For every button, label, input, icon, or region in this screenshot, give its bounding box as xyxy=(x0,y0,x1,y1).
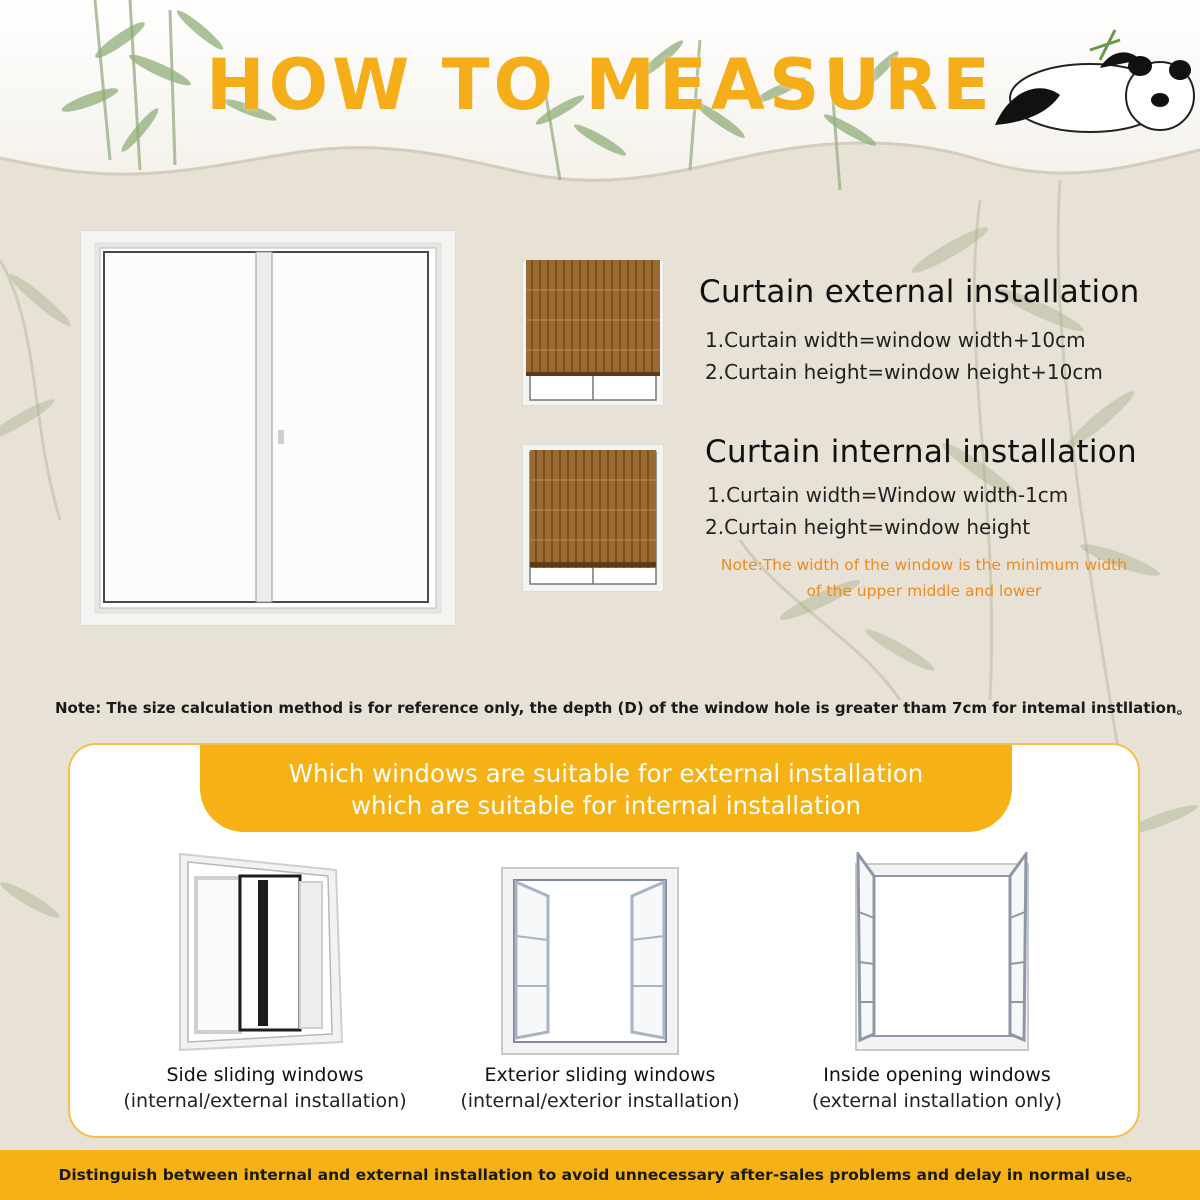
panel-banner xyxy=(200,745,1012,832)
banner-line-2: which are suitable for internal installation xyxy=(350,791,862,820)
external-blind-illustration xyxy=(522,260,664,406)
internal-width-note xyxy=(706,552,1142,604)
footer-text: Distinguish between internal and external installation to avoid unnecessary after-sales problems and delay in normal use。 xyxy=(58,1166,1142,1184)
page-title: HOW TO MEASURE xyxy=(206,44,994,126)
internal-note-line-2: of the upper middle and lower xyxy=(806,582,1042,600)
external-height-formula: 2.Curtain height=window height+10cm xyxy=(705,360,1103,384)
external-width-formula: 1.Curtain width=window width+10cm xyxy=(705,328,1086,352)
exterior-sliding-window-icon xyxy=(500,866,680,1056)
side-sliding-window-icon xyxy=(178,852,344,1052)
depth-note: Note: The size calculation method is for reference only, the depth (D) of the window hole is greater tham 7cm for intemal instllation。 xyxy=(55,699,1192,717)
banner-line-1: Which windows are suitable for external installation xyxy=(288,759,924,788)
window-type-installation: (external installation only) xyxy=(811,1090,1063,1112)
internal-height-formula: 2.Curtain height=window height xyxy=(705,515,1031,539)
window-type-label: Exterior sliding windows xyxy=(484,1064,716,1086)
internal-blind-illustration xyxy=(522,444,664,592)
internal-installation-heading: Curtain internal installation xyxy=(705,434,1137,470)
sliding-window-illustration xyxy=(80,230,456,626)
window-type-installation: (internal/exterior installation) xyxy=(460,1090,740,1112)
internal-note-line-1: Note:The width of the window is the minimum width xyxy=(720,556,1128,574)
window-type-label: Inside opening windows xyxy=(823,1064,1051,1086)
window-type-installation: (internal/external installation) xyxy=(123,1090,407,1112)
footer-bar xyxy=(0,1150,1200,1200)
external-installation-heading: Curtain external installation xyxy=(699,274,1140,310)
window-type-label: Side sliding windows xyxy=(166,1064,364,1086)
inside-opening-window-icon xyxy=(854,852,1030,1052)
internal-width-formula: 1.Curtain width=Window width-1cm xyxy=(707,483,1069,507)
window-types-panel xyxy=(68,743,1140,1138)
